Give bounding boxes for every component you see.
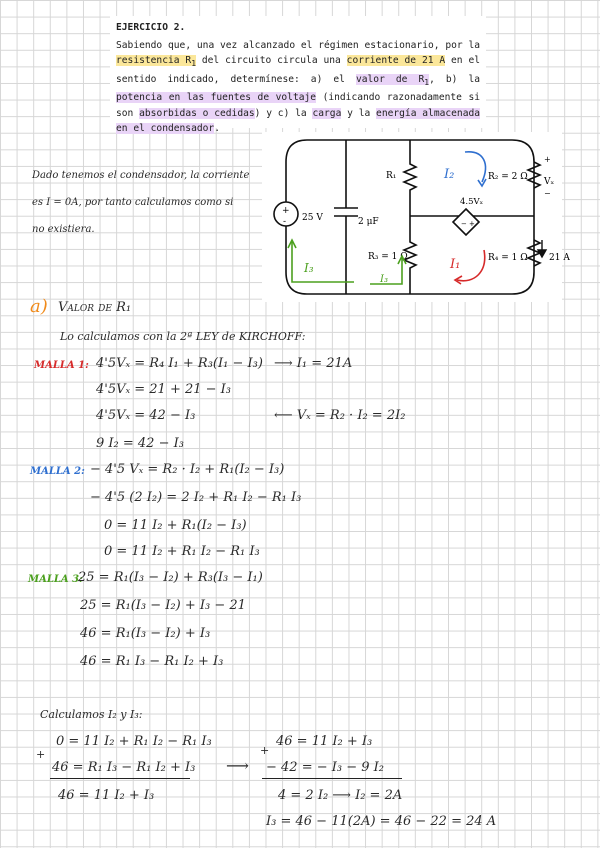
calc-left-eq: 46 = R₁ I₃ − R₁ I₂ + I₃	[52, 760, 196, 775]
calc-right-eq: I₃ = 46 − 11(2A) = 46 − 22 = 24 A	[266, 814, 497, 829]
malla-3-eq: 46 = R₁(I₃ − I₂) + I₃	[80, 626, 211, 641]
dep-label: 4.5Vₓ	[460, 197, 484, 207]
malla-2-eq: 0 = 11 I₂ + R₁ I₂ − R₁ I₃	[104, 544, 260, 559]
svg-text:+: +	[469, 220, 475, 228]
statement-text: Sabiendo que, una vez alcanzado el régimen estacionario, por la resistencia $R_1$ del circuito circula una corriente de 21 A en el sentido indicado, determínese: a) el valor de $R_1$, b) la potencia en las fuentes de voltaje (indicando razonadamente si son absorbidas o cedidas) y c) la carga y la energía almacenada en el condensador.	[116, 39, 481, 135]
malla-1-eq: 4'5Vₓ = 21 + 21 − I₃	[96, 382, 232, 397]
calc-left-plus: +	[36, 748, 46, 761]
calc-right-plus: +	[260, 744, 270, 757]
malla-1-side-vx: ⟵ Vₓ = R₂ · I₂ = 2I₂	[274, 408, 406, 423]
svg-text:-: -	[283, 217, 287, 227]
calc-left-eq: 0 = 11 I₂ + R₁ I₂ − R₁ I₃	[56, 734, 212, 749]
malla-1-eq: 4'5Vₓ = 42 − I₃	[96, 408, 196, 423]
r2-label: R₂ = 2 Ω	[488, 172, 528, 182]
r1-label: R₁	[386, 171, 397, 181]
calc-arrow: ⟶	[226, 756, 249, 775]
highlight-energy: energía almacenada en el condensador	[116, 107, 481, 135]
problem-statement	[110, 16, 486, 135]
malla-1-eq: 9 I₂ = 42 − I₃	[96, 436, 184, 451]
current-source-label: 21 A	[549, 253, 570, 263]
svg-text:+: +	[282, 206, 290, 216]
malla-2-eq: − 4'5 Vₓ = R₂ · I₂ + R₁(I₂ − I₃)	[90, 462, 285, 477]
section-a-title: Valor de R₁	[58, 300, 132, 315]
svg-text:+: +	[544, 155, 551, 164]
mesh-i3-label-2: I₃	[380, 274, 388, 285]
r3-label: R₃ = 1 Ω	[368, 252, 408, 262]
calc-left-eq: 46 = 11 I₂ + I₃	[58, 788, 155, 803]
malla-1-side-i1: ⟶ I₁ = 21A	[274, 356, 353, 371]
malla-3-label: MALLA 3:	[28, 574, 83, 585]
source-label: 25 V	[302, 213, 323, 223]
highlight-current: corriente de 21 A	[346, 55, 446, 67]
calc-left-rule	[50, 778, 190, 779]
cap-label: 2 μF	[358, 217, 379, 227]
malla-1-eq: 4'5Vₓ = R₄ I₁ + R₃(I₁ − I₃)	[96, 356, 263, 371]
svg-text:−: −	[544, 189, 551, 198]
mesh-i3-label: I₃	[304, 261, 314, 275]
malla-2-eq: 0 = 11 I₂ + R₁(I₂ − I₃)	[104, 518, 247, 533]
note-line-2: es I = 0A, por tanto calculamos como si	[32, 197, 234, 208]
calc-right-rule	[262, 778, 402, 779]
mesh-i2-label: I₂	[444, 167, 455, 182]
highlight-value: valor de $R_1$	[355, 73, 430, 87]
malla-3-eq: 46 = R₁ I₃ − R₁ I₂ + I₃	[80, 654, 224, 669]
svg-text:−: −	[461, 220, 467, 228]
highlight-resistance: resistencia $R_1$	[116, 55, 197, 69]
malla-3-eq: 25 = R₁(I₃ − I₂) + R₃(I₃ − I₁)	[78, 570, 263, 585]
exercise-title: EJERCICIO 2.	[116, 22, 186, 33]
malla-2-eq: − 4'5 (2 I₂) = 2 I₂ + R₁ I₂ − R₁ I₃	[90, 490, 302, 505]
calc-right-eq: 46 = 11 I₂ + I₃	[276, 734, 373, 749]
calc-right-eq: 4 = 2 I₂ ⟶ I₂ = 2A	[278, 788, 403, 803]
circuit-diagram	[262, 132, 570, 302]
note-line-1: Dado tenemos el condensador, la corriente	[32, 170, 250, 181]
vx-label: Vₓ	[544, 177, 555, 187]
highlight-absorbed: absorbidas o cedidas	[139, 107, 255, 119]
malla-3-eq: 25 = R₁(I₃ − I₂) + I₃ − 21	[80, 598, 246, 613]
malla-2-label: MALLA 2:	[30, 466, 85, 477]
section-a-letter: a)	[30, 296, 48, 317]
mesh-i1-label: I₁	[450, 257, 461, 272]
kirchhoff-line: Lo calculamos con la 2ª LEY de KIRCHOFF:	[60, 330, 306, 343]
r4-label: R₄ = 1 Ω	[488, 253, 528, 263]
malla-1-label: MALLA 1:	[34, 360, 89, 371]
calc-right-eq: − 42 = − I₃ − 9 I₂	[266, 760, 385, 775]
note-line-3: no existiera.	[32, 224, 95, 235]
highlight-power: potencia en las fuentes de voltaje	[116, 92, 317, 104]
calc-title: Calculamos I₂ y I₃:	[40, 708, 143, 721]
highlight-charge: carga	[312, 107, 342, 119]
